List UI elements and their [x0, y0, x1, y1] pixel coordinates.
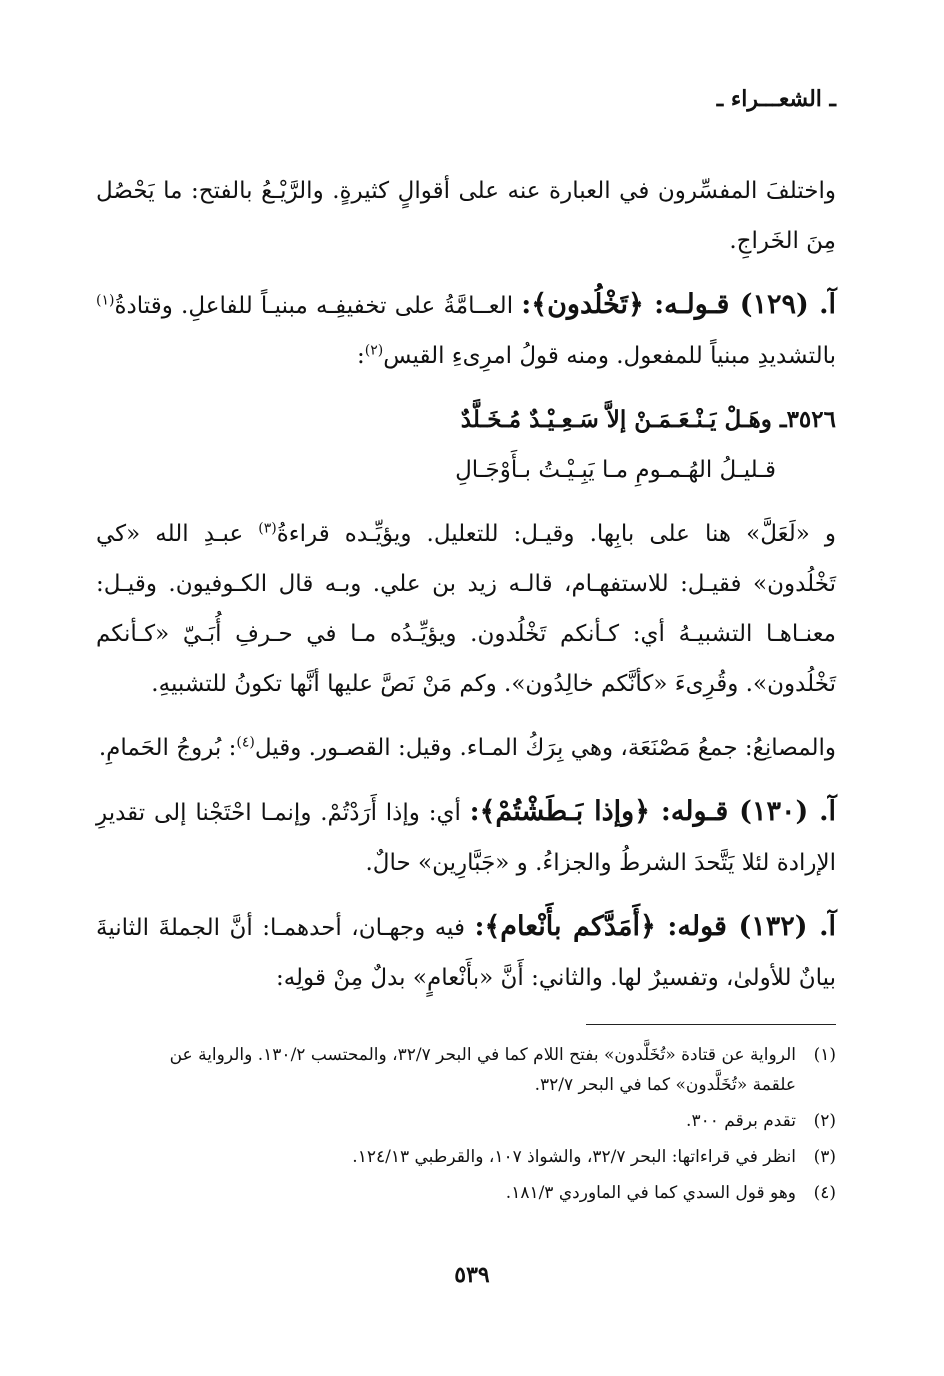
footnote-divider: [586, 1024, 836, 1025]
footnote-3: [140, 1142, 836, 1172]
footnote-2: [140, 1106, 836, 1136]
footnote-number: (١): [813, 1045, 836, 1065]
footnote-ref-1: (١): [96, 292, 115, 309]
paragraph-2-body: العــامَّةُ على تخفيفِـه مبنيـاً للفاعلِ. وقتادةُ: [114, 293, 514, 319]
footnote-ref-2: (٢): [364, 342, 384, 359]
footnote-number: (٣): [813, 1147, 836, 1167]
footnote-number: (٢): [813, 1111, 836, 1131]
footnote-text: تقدم برقم ٣٠٠.: [686, 1111, 796, 1131]
paragraph-4-a: والمصانِعُ: جمعُ مَصْنَعَة، وهي بِرَكُ المـاء. وقيل: القصـور. وقيل: [254, 735, 836, 761]
footnote-1: [140, 1040, 836, 1100]
paragraph-5-body: أي: وإذا أَرَدْتُمْ. وإنمـا احْتَجْنا إلى تقديرِ الإرادة لئلا يَتَّحدَ الشرطُ والجزاءُ. و «جَبَّارِين» حالٌ.: [96, 800, 836, 876]
paragraph-2-mid: بالتشديدِ مبنياً للمفعول. ومنه قولُ امرِىءِ القيس: [383, 343, 836, 369]
paragraph-6-body: فيه وجهـان، أحدهمـا: أنَّ الجملةَ الثانيةَ بيانٌ للأولىٰ، وتفسيرٌ لها. والثاني: أَنَّ «بأَنْعامٍ» بدلٌ مِنْ قولِه:: [96, 915, 836, 991]
footnotes: [140, 1040, 836, 1214]
running-header: ـ الشعـــراء ـ: [716, 86, 836, 112]
footnote-text: الرواية عن قتادة «تُخَلَّدون» بفتح اللام كما في البحر ٣٢/٧، والمحتسب ١٣٠/٢. والرواية عن علقمة «تُخَلَّدون» كما في البحر ٣٢/٧.: [169, 1045, 796, 1095]
footnote-ref-4: (٤): [236, 734, 255, 751]
paragraph-4: [96, 723, 836, 773]
paragraph-4-b: : بُروجُ الحَمامِ.: [98, 735, 237, 761]
footnote-number: (٤): [813, 1183, 836, 1203]
paragraph-5: [96, 787, 836, 888]
page-number: ٥٣٩: [454, 1262, 490, 1288]
verse-hemistich-2: قـليـلُ الهُـمـومِ مـا يَبِـيْـتُ بـأَوْجَـالِ: [455, 457, 776, 483]
paragraph-3-b: عبـدِ الله «كي تَخْلُدون» فقيـل: للاستفهـام، قالـه زيد بن علي. وبـه قال الكـوفيون. وقيـل: معنـاهـا التشبيـهُ أي: كـأنكم تَخْلُدون. ويؤيِّـدُه مـا في حـرفِ أُبَـيّ «كـأنكم تَخْلُدون». وقُرِىءَ «كأنَّكم خالِدُون». وكم مَنْ نَصَّ عليها أنَّها تكونُ للتشبيهِ.: [96, 521, 836, 697]
paragraph-2-end: :: [356, 343, 365, 369]
verse-heading-132: آ. (١٣٢) قوله: ﴿أَمَدَّكم بأَنْعام﴾:: [474, 911, 837, 942]
paragraph-1: واختلفَ المفسِّرون في العبارة عنه على أقوالٍ كثيرةٍ. والرَّيْـعُ بالفتح: ما يَحْصُل مِنَ الخَراجِ.: [96, 178, 837, 254]
footnote-text: انظر في قراءاتها: البحر ٣٢/٧، والشواذ ١٠٧، والقرطبي ١٢٤/١٣.: [352, 1147, 796, 1167]
paragraph-3-a: و «لَعَلَّ» هنا على بابِها. وقيـل: للتعليل. ويؤيِّـده قراءةُ: [276, 521, 837, 547]
paragraph-6: [96, 902, 836, 1003]
footnote-ref-3: (٣): [258, 520, 277, 537]
paragraph-2: [96, 280, 836, 381]
poetry-verse: [96, 395, 836, 495]
main-text: [96, 158, 836, 1017]
footnote-4: [140, 1178, 836, 1208]
paragraph-3: [96, 509, 836, 709]
footnote-text: وهو قول السدي كما في الماوردي ١٨١/٣.: [505, 1183, 796, 1203]
verse-heading-130: آ. (١٣٠) قـوله: ﴿وإذا بَـطَشْتُمْ﴾:: [469, 796, 837, 827]
verse-hemistich-1: ٣٥٢٦ـ وهَـلْ يَـنْـعَـمَـنْ إلاَّ سَـعِـيْـدٌ مُـخَـلَّدٌ: [460, 406, 836, 433]
verse-heading-129: آ. (١٢٩) قـولـه: ﴿تَخْلُدون﴾:: [521, 289, 837, 320]
